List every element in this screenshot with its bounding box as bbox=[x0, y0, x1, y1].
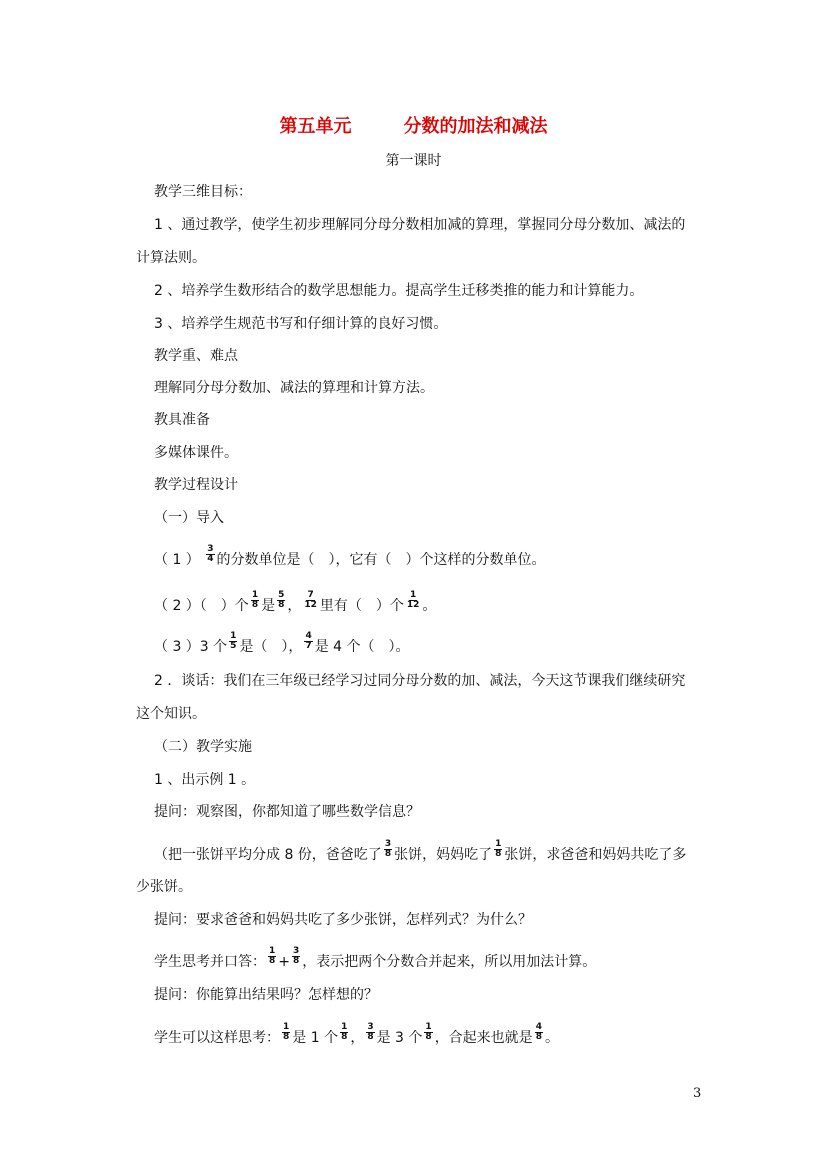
question-formula: 提问：要求爸爸和妈妈共吃了多少张饼，怎样列式？为什么？ bbox=[154, 912, 532, 928]
question-calculate: 提问：你能算出结果吗？怎样想的？ bbox=[154, 987, 378, 1003]
tools-heading: 教具准备 bbox=[154, 412, 210, 428]
fraction-7-12: $\frac{7}{12}$ bbox=[304, 589, 317, 610]
question-3: （ 3 ）3 个 $\frac{1}{5}$ 是（ ）， $\frac{4}{7}$ 是 4 个（ ）。 bbox=[154, 630, 410, 655]
fraction-1-8: $\frac{1}{8}$ bbox=[425, 1021, 432, 1042]
lesson-subtitle: 第一课时 bbox=[385, 153, 442, 169]
question-2: （ 2 ）（ ）个 $\frac{1}{8}$ 是 $\frac{5}{8}$ ， $\frac{7}{12}$ 里有（ ）个 $\frac{1}{12}$ 。 bbox=[154, 589, 437, 614]
fraction-5-8: $\frac{5}{8}$ bbox=[278, 589, 285, 610]
info-line-2: 少张饼。 bbox=[136, 879, 192, 895]
unit-label: 第五单元 bbox=[279, 116, 352, 137]
fraction-1-8: $\frac{1}{8}$ bbox=[251, 589, 259, 610]
fraction-1-8: $\frac{1}{8}$ bbox=[269, 945, 276, 966]
intro-heading: （一）导入 bbox=[154, 510, 224, 526]
question-observe: 提问：观察图，你都知道了哪些数学信息？ bbox=[154, 804, 420, 820]
talk-line-2: 这个知识。 bbox=[136, 706, 206, 722]
fraction-3-8: $\frac{3}{8}$ bbox=[293, 945, 300, 966]
fraction-1-8: $\frac{1}{8}$ bbox=[341, 1021, 348, 1042]
fraction-1-5: $\frac{1}{5}$ bbox=[230, 630, 237, 651]
fraction-3-8: $\frac{3}{8}$ bbox=[384, 838, 392, 859]
goal-1-line-2: 计算法则。 bbox=[136, 250, 206, 266]
tools-text: 多媒体课件。 bbox=[154, 445, 238, 461]
student-answer: 学生思考并口答： $\frac{1}{8}$ + $\frac{3}{8}$ ，表示把两个分数合并起来，所以用加法计算。 bbox=[154, 945, 597, 970]
fraction-3-8: $\frac{3}{8}$ bbox=[367, 1021, 374, 1042]
fraction-3-4: $\frac{3}{4}$ bbox=[207, 543, 214, 564]
page-title bbox=[0, 112, 827, 138]
unit-topic: 分数的加法和减法 bbox=[403, 116, 548, 137]
fraction-4-7: $\frac{4}{7}$ bbox=[305, 630, 312, 651]
student-thinking: 学生可以这样思考： $\frac{1}{8}$ 是 1 个 $\frac{1}{8}$ ， $\frac{3}{8}$ 是 3 个 $\frac{1}{8}$ ，合起来也就是 $\frac{4}{8}$ 。 bbox=[154, 1021, 559, 1046]
process-heading: 教学过程设计 bbox=[154, 477, 238, 493]
page-number: 3 bbox=[693, 1086, 702, 1101]
key-text: 理解同分母分数加、减法的算理和计算方法。 bbox=[154, 380, 434, 396]
goals-heading: 教学三维目标： bbox=[154, 184, 252, 200]
talk-line-1: 2 ．谈话：我们在三年级已经学习过同分母分数的加、减法，今天这节课我们继续研究 bbox=[154, 673, 686, 689]
plus-sign: + bbox=[278, 954, 290, 970]
implementation-heading: （二）教学实施 bbox=[154, 739, 252, 755]
goal-2: 2 、培养学生数形结合的数学思想能力。提高学生迁移类推的能力和计算能力。 bbox=[154, 283, 644, 299]
fraction-4-8: $\frac{4}{8}$ bbox=[535, 1021, 542, 1042]
fraction-1-8: $\frac{1}{8}$ bbox=[495, 838, 502, 859]
goal-3: 3 、培养学生规范书写和仔细计算的良好习惯。 bbox=[154, 316, 448, 332]
question-1: （ 1 ） $\frac{3}{4}$ 的分数单位是（ ），它有（ ）个这样的分数单位。 bbox=[154, 543, 546, 568]
key-heading: 教学重、难点 bbox=[154, 348, 238, 364]
fraction-1-12: $\frac{1}{12}$ bbox=[406, 589, 420, 610]
info-line-1: （把一张饼平均分成 8 份，爸爸吃了 $\frac{3}{8}$ 张饼，妈妈吃了 $\frac{1}{8}$ 张饼，求爸爸和妈妈共吃了多 bbox=[154, 838, 687, 863]
fraction-1-8: $\frac{1}{8}$ bbox=[283, 1021, 290, 1042]
example-1: 1 、出示例 1 。 bbox=[154, 772, 256, 788]
goal-1-line-1: 1 、通过教学，使学生初步理解同分母分数相加减的算理，掌握同分母分数加、减法的 bbox=[154, 217, 686, 233]
